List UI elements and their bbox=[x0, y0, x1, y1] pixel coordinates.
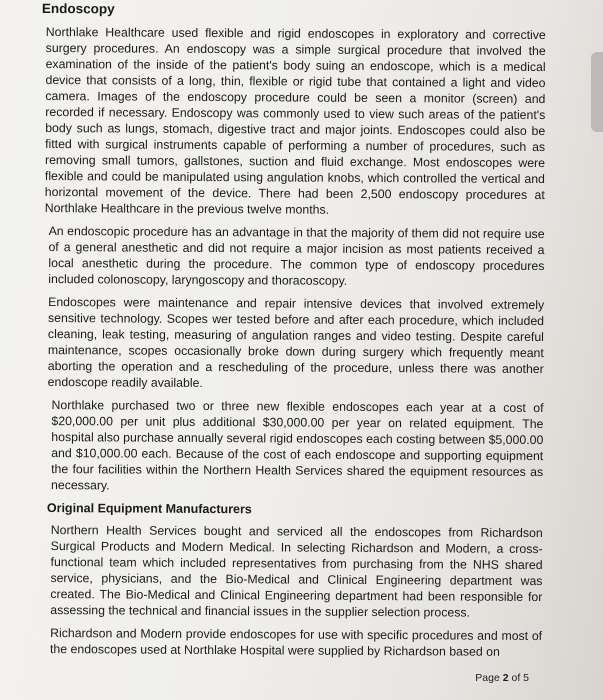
paragraph-4: Northlake purchased two or three new flexible endoscopes each year at a cost of $20,000.00 per unit plus additional $30,000.00 per year on related equipment. The hospital also purchase annually several rigid endoscopes each costing between $5,000.00 and $10,000.00 each. Because of the cost of each endoscope and supporting equipment the four facilities within the Northern Health Services shared the equipment resources as necessary. bbox=[50, 398, 544, 493]
section-heading-endoscopy: Endoscopy bbox=[41, 0, 115, 17]
section-heading-oem: Original Equipment Manufacturers bbox=[46, 501, 252, 517]
scroll-tab[interactable] bbox=[591, 52, 603, 132]
page-label: Page bbox=[475, 672, 500, 684]
paragraph-3: Endoscopes were maintenance and repair intensive devices that involved extremely sensitive technology. Scopes wer tested before and after each procedure, which included cleaning, leak testing, measuring of angulation ranges and video testing. Despite careful maintenance, scopes occasionally broke down during surgery which frequently meant aborting the operation and a rescheduling of the procedure, unless there was another endoscope readily available. bbox=[47, 295, 545, 390]
paragraph-5: Northern Health Services bought and serviced all the endoscopes from Richardson Surgical Products and Modern Medical. In selecting Richardson and Modern, a cross-functional team which included representatives from purchasing from the NHS shared service, physicians, and the Bio-Medical and Clinical Engineering department was created. The Bio-Medical and Clinical Engineering department had been responsible for assessing the technical and financial issues in the supplier selection process. bbox=[50, 523, 543, 620]
paragraph-6: Richardson and Modern provide endoscopes for use with specific procedures and most of the endoscopes used at Northlake Hospital were supplied by Richardson based on bbox=[49, 626, 543, 659]
page-current: 2 bbox=[502, 672, 509, 684]
document-content bbox=[42, 0, 546, 667]
paragraph-1: Northlake Healthcare used flexible and rigid endoscopes in exploratory and corrective surgery procedures. An endoscopy was a simple surgical procedure that involved the examination of the inside of the patient's body suing an endoscope, which is a medical device that consists of a long, thin, flexible or rigid tube that contained a light and video camera. Images of the endoscopy procedure could be seen a monitor (screen) and recorded if necessary. Endoscopy was commonly used to view such areas of the patient's body such as lungs, stomach, digestive tract and major joints. Endoscopes could also be fitted with surgical instruments capable of performing a number of procedures, such as removing small tumors, gallstones, suction and fluid exchange. Most endoscopes were flexible and could be manipulated using angulation knobs, which controlled the vertical and horizontal movement of the device. There had been 2,500 endoscopy procedures at Northlake Healthcare in the previous twelve months. bbox=[44, 24, 546, 217]
page-total: of 5 bbox=[511, 672, 529, 684]
paragraph-2: An endoscopic procedure has an advantage in that the majority of them did not require use of a general anesthetic and did not require a major incision as most patients received a local anesthetic during the procedure. The common type of endoscopy procedures included colonoscopy, laryngoscopy and thoracoscopy. bbox=[48, 224, 545, 288]
page-number bbox=[475, 672, 529, 684]
